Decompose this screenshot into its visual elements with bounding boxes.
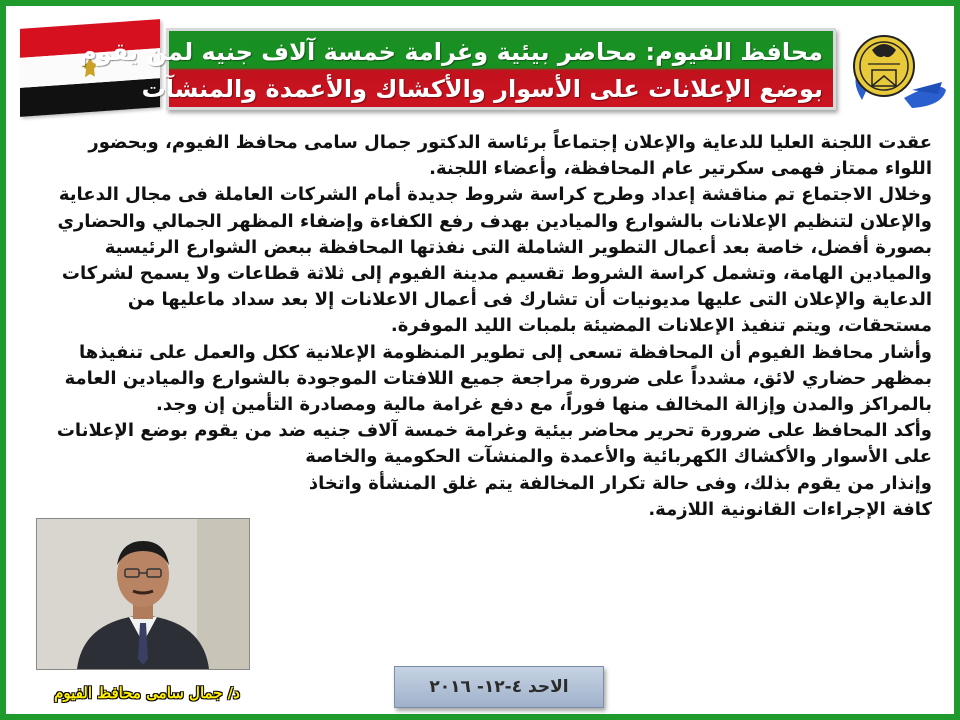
portrait-caption: د/ جمال سامى محافظ الفيوم	[54, 684, 240, 702]
headline-line-2: بوضع الإعلانات على الأسوار والأكشاك والأعمدة والمنشآت	[141, 75, 823, 103]
article-paragraph-4: وأكد المحافظ على ضرورة تحرير محاضر بيئية وغرامة خمسة آلاف جنيه ضد من يقوم بوضع الإعلانات	[56, 420, 932, 442]
headline-line-1: محافظ الفيوم: محاضر بيئية وغرامة خمسة آلاف جنيه لمن يقوم	[79, 38, 823, 66]
article-paragraph-4-line-3: وإنذار من يقوم بذلك، وفى حالة تكرار المخالفة يتم غلق المنشأة واتخاذ	[308, 472, 932, 494]
article-paragraph-4-line-4: كافة الإجراءات القانونية اللازمة.	[648, 498, 932, 520]
governorate-logo	[842, 20, 954, 116]
article-body	[36, 130, 932, 523]
article-paragraph-4-line-2: على الأسوار والأكشاك الكهربائية والأعمدة والمنشآت الحكومية والخاصة	[305, 446, 932, 468]
article-paragraph-3: وأشار محافظ الفيوم أن المحافظة تسعى إلى تطوير المنظومة الإعلانية ككل والعمل على تنفيذها بمظهر حضاري لائق، مشدداً على ضرورة مراجعة جميع اللافتات الموجودة بالشوارع والميادين العامة بالمراكز والمدن وإزالة المخالف منها فوراً، مع دفع غرامة مالية ومصادرة التأمين إن وجد.	[64, 341, 932, 416]
headline-banner	[79, 28, 836, 110]
date-plate	[394, 666, 604, 708]
article-paragraph-1: عقدت اللجنة العليا للدعاية والإعلان إجتماعاً برئاسة الدكتور جمال سامى محافظ الفيوم، وبحضور اللواء ممتاز فهمى سكرتير عام المحافظة، وأعضاء اللجنة.	[88, 132, 932, 180]
governor-portrait	[36, 518, 250, 670]
page-frame	[6, 6, 954, 714]
article-paragraph-2: وخلال الاجتماع تم مناقشة إعداد وطرح كراسة شروط جديدة أمام الشركات العاملة فى مجال الدعاية والإعلان لتنظيم الإعلانات بالشوارع والميادين بهدف رفع الكفاءة وإضفاء المظهر الجمالي والحضاري بصورة أفضل، خاصة بعد أعمال التطوير الشاملة التى نفذتها المحافظة ببعض الشوارع الرئيسية والميادين الهامة، وتشمل كراسة الشروط تقسيم مدينة الفيوم إلى ثلاثة قطاعات ولا يسمح لشركات الدعاية والإعلان التى عليها مديونيات أن تشارك فى أعمال الاعلانات إلا بعد سداد ماعليها من مستحقات، ويتم تنفيذ الإعلانات المضيئة بلمبات الليد الموفرة.	[57, 184, 932, 337]
portrait-illustration	[37, 519, 249, 669]
date-label: الاحد ٤-١٢- ٢٠١٦	[429, 677, 569, 697]
